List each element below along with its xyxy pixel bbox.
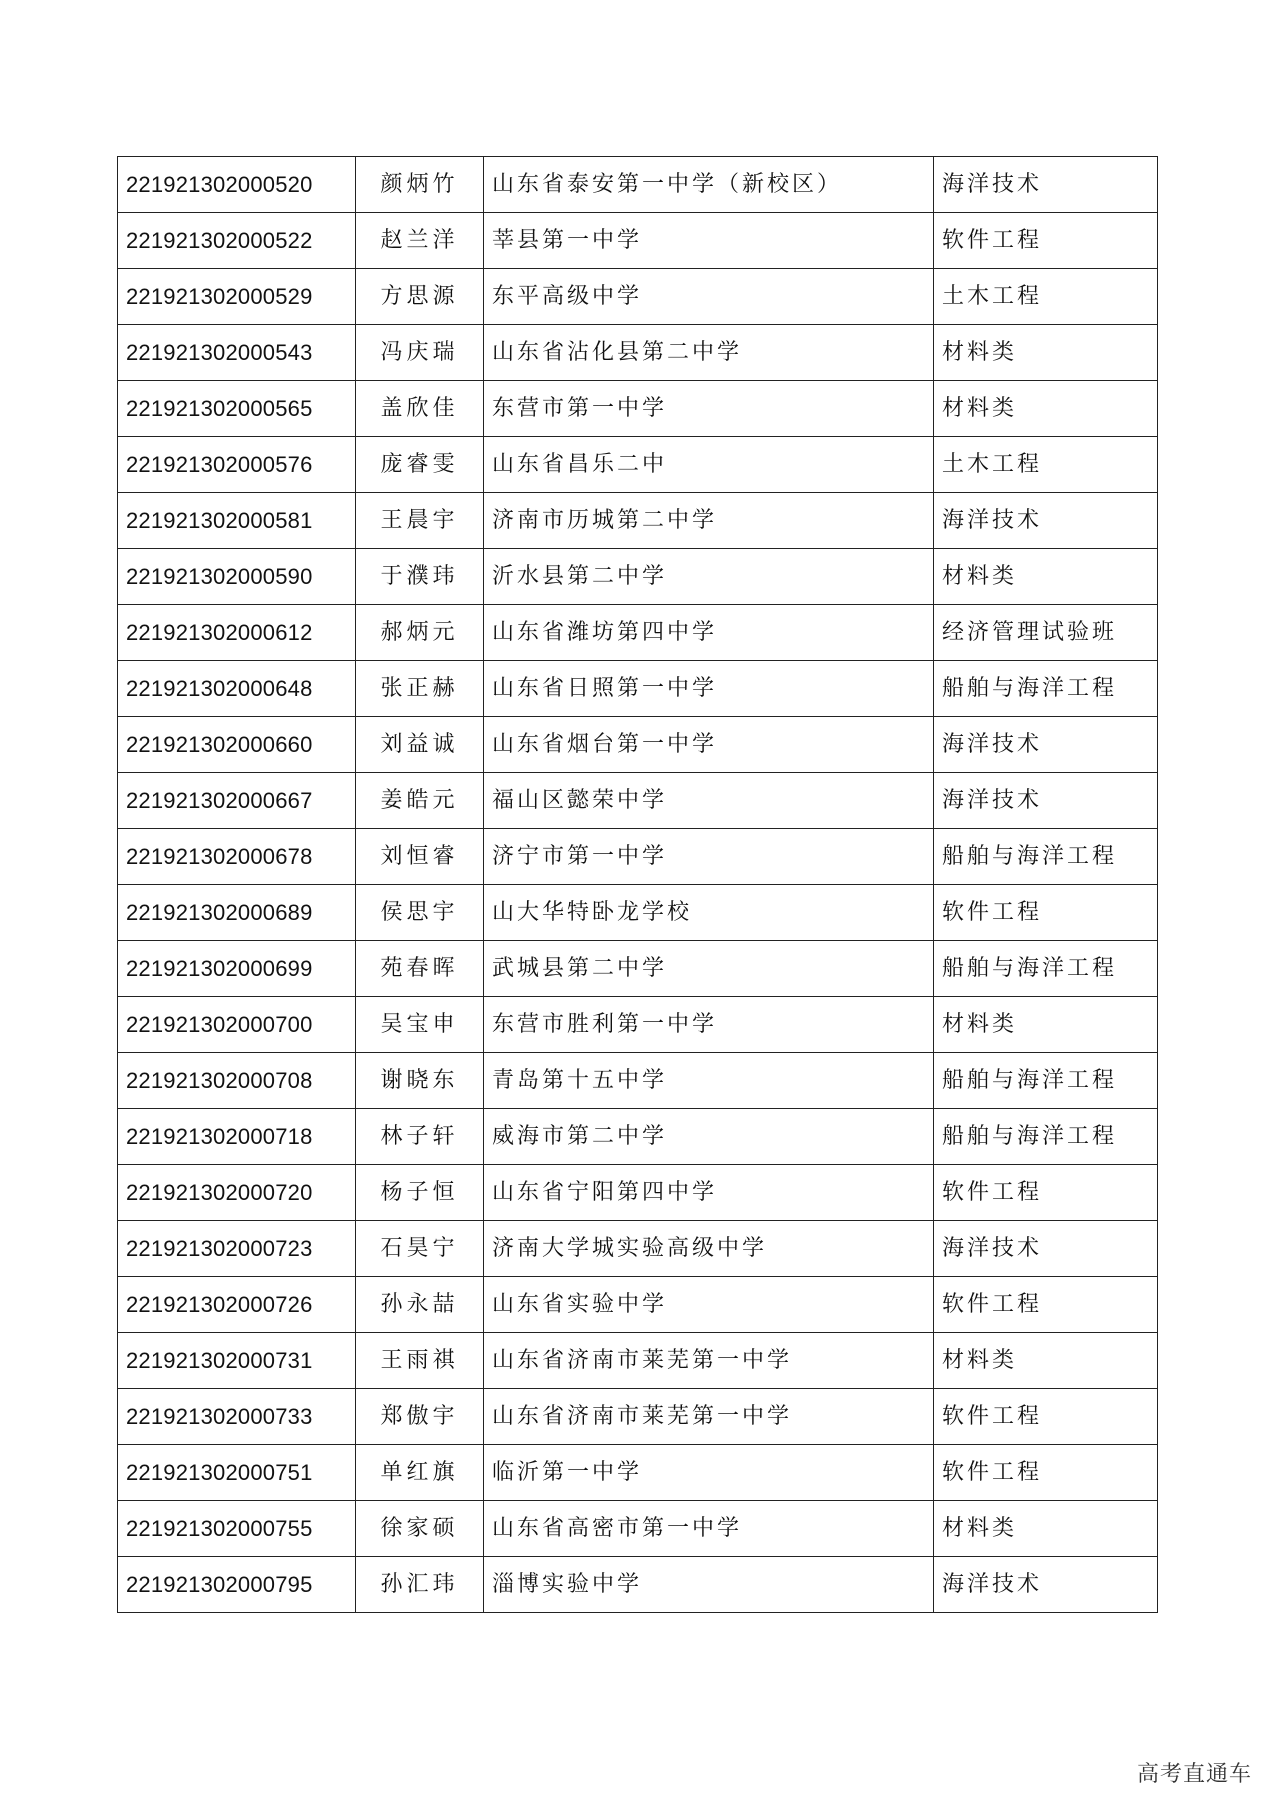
exam-id-cell: 221921302000708 [118, 1053, 356, 1109]
exam-id-cell: 221921302000543 [118, 325, 356, 381]
school-cell: 山东省泰安第一中学（新校区） [484, 157, 934, 213]
school-cell: 东营市第一中学 [484, 381, 934, 437]
exam-id-cell: 221921302000660 [118, 717, 356, 773]
student-name-cell: 王晨宇 [356, 493, 484, 549]
school-cell: 东平高级中学 [484, 269, 934, 325]
table-row [118, 437, 1158, 493]
school-cell: 福山区懿荣中学 [484, 773, 934, 829]
exam-id-cell: 221921302000718 [118, 1109, 356, 1165]
table-row [118, 269, 1158, 325]
major-cell: 材料类 [934, 325, 1158, 381]
major-cell: 船舶与海洋工程 [934, 829, 1158, 885]
exam-id-cell: 221921302000565 [118, 381, 356, 437]
major-cell: 海洋技术 [934, 717, 1158, 773]
table-row [118, 1389, 1158, 1445]
table-row [118, 325, 1158, 381]
student-name-cell: 郝炳元 [356, 605, 484, 661]
table-row [118, 1109, 1158, 1165]
school-cell: 莘县第一中学 [484, 213, 934, 269]
school-cell: 济南市历城第二中学 [484, 493, 934, 549]
exam-id-cell: 221921302000520 [118, 157, 356, 213]
major-cell: 船舶与海洋工程 [934, 941, 1158, 997]
school-cell: 济宁市第一中学 [484, 829, 934, 885]
table-row [118, 1557, 1158, 1613]
student-name-cell: 方思源 [356, 269, 484, 325]
table-row [118, 885, 1158, 941]
student-name-cell: 赵兰洋 [356, 213, 484, 269]
table-row [118, 717, 1158, 773]
school-cell: 山东省济南市莱芜第一中学 [484, 1389, 934, 1445]
table-row [118, 1165, 1158, 1221]
major-cell: 软件工程 [934, 1445, 1158, 1501]
exam-id-cell: 221921302000576 [118, 437, 356, 493]
student-name-cell: 庞睿雯 [356, 437, 484, 493]
student-name-cell: 苑春晖 [356, 941, 484, 997]
exam-id-cell: 221921302000700 [118, 997, 356, 1053]
major-cell: 海洋技术 [934, 157, 1158, 213]
student-name-cell: 张正赫 [356, 661, 484, 717]
student-name-cell: 冯庆瑞 [356, 325, 484, 381]
table-row [118, 1445, 1158, 1501]
exam-id-cell: 221921302000795 [118, 1557, 356, 1613]
school-cell: 淄博实验中学 [484, 1557, 934, 1613]
school-cell: 沂水县第二中学 [484, 549, 934, 605]
table-row [118, 829, 1158, 885]
school-cell: 山东省宁阳第四中学 [484, 1165, 934, 1221]
source-watermark: 高考直通车 [1136, 1762, 1252, 1787]
major-cell: 软件工程 [934, 1277, 1158, 1333]
major-cell: 材料类 [934, 1501, 1158, 1557]
major-cell: 船舶与海洋工程 [934, 661, 1158, 717]
major-cell: 船舶与海洋工程 [934, 1109, 1158, 1165]
student-name-cell: 侯思宇 [356, 885, 484, 941]
student-name-cell: 吴宝申 [356, 997, 484, 1053]
school-cell: 山东省烟台第一中学 [484, 717, 934, 773]
school-cell: 山东省潍坊第四中学 [484, 605, 934, 661]
student-name-cell: 王雨祺 [356, 1333, 484, 1389]
major-cell: 软件工程 [934, 1389, 1158, 1445]
major-cell: 海洋技术 [934, 1221, 1158, 1277]
table-row [118, 493, 1158, 549]
admission-roster-table [117, 156, 1158, 1613]
student-name-cell: 刘益诚 [356, 717, 484, 773]
exam-id-cell: 221921302000731 [118, 1333, 356, 1389]
table-row [118, 941, 1158, 997]
table-row [118, 1277, 1158, 1333]
major-cell: 材料类 [934, 997, 1158, 1053]
school-cell: 东营市胜利第一中学 [484, 997, 934, 1053]
school-cell: 济南大学城实验高级中学 [484, 1221, 934, 1277]
major-cell: 土木工程 [934, 269, 1158, 325]
table-row [118, 549, 1158, 605]
major-cell: 海洋技术 [934, 773, 1158, 829]
table-row [118, 1221, 1158, 1277]
table-row [118, 605, 1158, 661]
table-row [118, 773, 1158, 829]
exam-id-cell: 221921302000699 [118, 941, 356, 997]
exam-id-cell: 221921302000648 [118, 661, 356, 717]
exam-id-cell: 221921302000726 [118, 1277, 356, 1333]
student-name-cell: 孙永喆 [356, 1277, 484, 1333]
major-cell: 软件工程 [934, 885, 1158, 941]
major-cell: 经济管理试验班 [934, 605, 1158, 661]
school-cell: 山东省高密市第一中学 [484, 1501, 934, 1557]
major-cell: 海洋技术 [934, 493, 1158, 549]
exam-id-cell: 221921302000733 [118, 1389, 356, 1445]
student-name-cell: 林子轩 [356, 1109, 484, 1165]
exam-id-cell: 221921302000689 [118, 885, 356, 941]
student-name-cell: 单红旗 [356, 1445, 484, 1501]
table-row [118, 1053, 1158, 1109]
exam-id-cell: 221921302000723 [118, 1221, 356, 1277]
exam-id-cell: 221921302000590 [118, 549, 356, 605]
major-cell: 船舶与海洋工程 [934, 1053, 1158, 1109]
exam-id-cell: 221921302000755 [118, 1501, 356, 1557]
major-cell: 材料类 [934, 549, 1158, 605]
exam-id-cell: 221921302000522 [118, 213, 356, 269]
table-row [118, 997, 1158, 1053]
school-cell: 青岛第十五中学 [484, 1053, 934, 1109]
table-row [118, 1501, 1158, 1557]
school-cell: 山大华特卧龙学校 [484, 885, 934, 941]
exam-id-cell: 221921302000751 [118, 1445, 356, 1501]
table-row [118, 661, 1158, 717]
exam-id-cell: 221921302000612 [118, 605, 356, 661]
table-row [118, 1333, 1158, 1389]
student-name-cell: 石昊宁 [356, 1221, 484, 1277]
school-cell: 山东省日照第一中学 [484, 661, 934, 717]
school-cell: 山东省昌乐二中 [484, 437, 934, 493]
student-name-cell: 孙汇玮 [356, 1557, 484, 1613]
exam-id-cell: 221921302000529 [118, 269, 356, 325]
exam-id-cell: 221921302000581 [118, 493, 356, 549]
exam-id-cell: 221921302000720 [118, 1165, 356, 1221]
school-cell: 山东省济南市莱芜第一中学 [484, 1333, 934, 1389]
school-cell: 临沂第一中学 [484, 1445, 934, 1501]
student-name-cell: 姜皓元 [356, 773, 484, 829]
school-cell: 威海市第二中学 [484, 1109, 934, 1165]
exam-id-cell: 221921302000667 [118, 773, 356, 829]
student-name-cell: 刘恒睿 [356, 829, 484, 885]
major-cell: 软件工程 [934, 1165, 1158, 1221]
major-cell: 软件工程 [934, 213, 1158, 269]
school-cell: 山东省实验中学 [484, 1277, 934, 1333]
major-cell: 材料类 [934, 1333, 1158, 1389]
major-cell: 土木工程 [934, 437, 1158, 493]
roster-table-body [118, 157, 1158, 1613]
table-row [118, 381, 1158, 437]
student-name-cell: 郑傲宇 [356, 1389, 484, 1445]
student-name-cell: 徐家硕 [356, 1501, 484, 1557]
school-cell: 武城县第二中学 [484, 941, 934, 997]
student-name-cell: 谢晓东 [356, 1053, 484, 1109]
table-row [118, 213, 1158, 269]
school-cell: 山东省沾化县第二中学 [484, 325, 934, 381]
table-row [118, 157, 1158, 213]
major-cell: 海洋技术 [934, 1557, 1158, 1613]
exam-id-cell: 221921302000678 [118, 829, 356, 885]
student-name-cell: 颜炳竹 [356, 157, 484, 213]
major-cell: 材料类 [934, 381, 1158, 437]
student-name-cell: 盖欣佳 [356, 381, 484, 437]
student-name-cell: 于濮玮 [356, 549, 484, 605]
student-name-cell: 杨子恒 [356, 1165, 484, 1221]
